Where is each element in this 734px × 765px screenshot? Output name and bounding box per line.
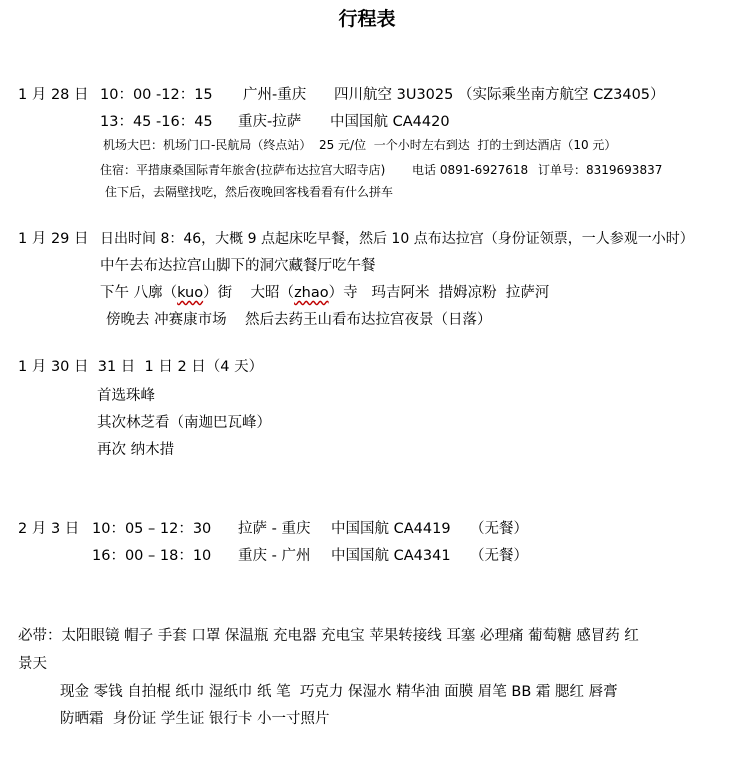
day2-line3: [100, 286, 549, 301]
day4-date: 2 月 3 日: [18, 521, 80, 537]
must-bring-line1: 必带：太阳眼镜 帽子 手套 口罩 保温瓶 充电器 充电宝 苹果转接线 耳塞 必理痛 葡萄糖 感冒药 红: [18, 628, 639, 644]
must-bring-line3: 现金 零钱 自拍棍 纸巾 湿纸巾 纸 笔 巧克力 保湿水 精华油 面膜 眉笔 BB 霜 腮红 唇膏: [60, 684, 618, 700]
day3-option1: 首选珠峰: [97, 388, 155, 404]
day2-date: 1 月 29 日: [18, 231, 89, 247]
day1-phone: 电话 0891-6927618: [412, 163, 529, 177]
day3-option3: 再次 纳木措: [97, 442, 175, 458]
pinyin-kuo: kuo: [177, 285, 204, 301]
day2-line1: 日出时间 8：46，大概 9 点起床吃早餐，然后 10 点布达拉宫（身份证领票，一人参观一小时）: [100, 231, 694, 247]
day1-flight2-airline: 中国国航 CA4420: [330, 114, 450, 130]
day4-flight2-time: 16：00 – 18：10: [92, 548, 212, 564]
day4-flight1-route: 拉萨 - 重庆: [238, 521, 311, 537]
day1-flight1-time: 10：00 -12：15: [100, 87, 213, 103]
day2-line2: 中午去布达拉宫山脚下的洞穴藏餐厅吃午餐: [100, 258, 376, 274]
pinyin-zhao: zhao: [294, 285, 329, 301]
page-title: 行程表: [338, 8, 396, 30]
day1-flight1-route: 广州-重庆: [243, 87, 307, 103]
day4-flight2-meal: （无餐）: [470, 548, 528, 564]
day1-order-number: 订单号：8319693837: [538, 163, 663, 177]
day1-note: 住下后，去隔壁找吃，然后夜晚回客栈看看有什么拼车: [105, 185, 394, 199]
day1-flight1-airline: 四川航空 3U3025 （实际乘坐南方航空 CZ3405）: [334, 87, 665, 103]
day3-option2: 其次林芝看（南迦巴瓦峰）: [97, 415, 271, 431]
day1-flight2-time: 13：45 -16：45: [100, 114, 213, 130]
day2-line4: 傍晚去 冲赛康市场 然后去药王山看布达拉宫夜景（日落）: [106, 312, 492, 328]
must-bring-line4: 防晒霜 身份证 学生证 银行卡 小一寸照片: [60, 711, 330, 727]
day3-date: 1 月 30 日 31 日 1 日 2 日（4 天）: [18, 359, 264, 375]
must-bring-line2: 景天: [18, 656, 47, 672]
day2-line3-part-b: ）街 大昭（: [203, 285, 295, 301]
day1-flight2-route: 重庆-拉萨: [238, 114, 302, 130]
day1-bus-info: 机场大巴：机场门口-民航局（终点站） 25 元/位 一个小时左右到达 打的士到达酒店（10 元）: [103, 138, 617, 152]
day4-flight1-time: 10：05 – 12：30: [92, 521, 212, 537]
day2-line3-part-a: 下午 八廓（: [100, 285, 178, 301]
day4-flight2-route: 重庆 - 广州: [238, 548, 311, 564]
day1-date: 1 月 28 日: [18, 87, 89, 103]
day4-flight1-meal: （无餐）: [470, 521, 528, 537]
day4-flight2-airline: 中国国航 CA4341: [331, 548, 451, 564]
day1-hotel: 住宿：平措康桑国际青年旅舍(拉萨布达拉宫大昭寺店): [100, 163, 386, 177]
day2-line3-part-c: ）寺 玛吉阿米 措姆凉粉 拉萨河: [328, 285, 550, 301]
day4-flight1-airline: 中国国航 CA4419: [331, 521, 451, 537]
